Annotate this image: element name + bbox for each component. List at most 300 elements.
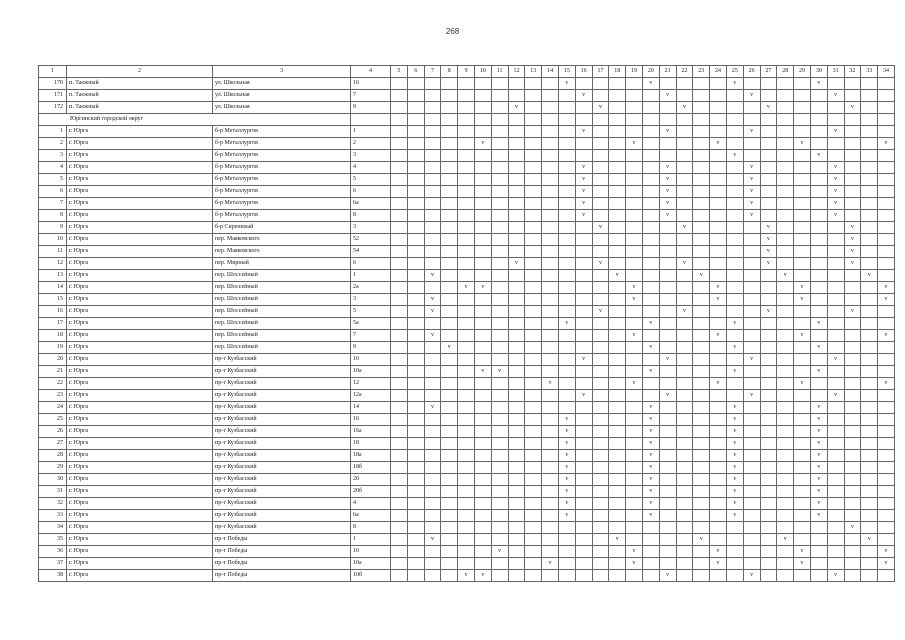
empty-cell <box>592 378 609 390</box>
empty-cell <box>760 294 777 306</box>
empty-cell <box>693 426 710 438</box>
empty-cell <box>391 570 408 582</box>
empty-cell <box>726 354 743 366</box>
empty-cell <box>558 558 575 570</box>
check-mark: v <box>424 330 441 342</box>
empty-cell <box>676 402 693 414</box>
empty-cell <box>878 162 895 174</box>
empty-cell <box>794 522 811 534</box>
row-number: 31 <box>39 486 67 498</box>
empty-cell <box>642 534 659 546</box>
check-mark: v <box>710 282 727 294</box>
empty-cell <box>794 498 811 510</box>
empty-cell <box>558 246 575 258</box>
empty-cell <box>391 102 408 114</box>
empty-cell <box>609 546 626 558</box>
empty-cell <box>424 510 441 522</box>
street-cell: пр-т Кузбасский <box>213 486 351 498</box>
empty-cell <box>827 342 844 354</box>
empty-cell <box>743 546 760 558</box>
table-row <box>39 330 895 342</box>
empty-cell <box>474 450 491 462</box>
empty-cell <box>659 510 676 522</box>
table-row <box>39 366 895 378</box>
empty-cell <box>710 354 727 366</box>
column-header: 26 <box>743 66 760 78</box>
empty-cell <box>575 510 592 522</box>
empty-cell <box>878 198 895 210</box>
empty-cell <box>592 270 609 282</box>
empty-cell <box>844 270 861 282</box>
empty-cell <box>794 318 811 330</box>
empty-cell <box>441 162 458 174</box>
house-cell: 12а <box>351 390 391 402</box>
check-mark: v <box>861 270 878 282</box>
empty-cell <box>710 474 727 486</box>
empty-cell <box>474 198 491 210</box>
empty-cell <box>458 318 475 330</box>
empty-cell <box>777 294 794 306</box>
check-mark: v <box>676 222 693 234</box>
empty-cell <box>676 522 693 534</box>
empty-cell <box>726 270 743 282</box>
empty-cell <box>844 462 861 474</box>
empty-cell <box>391 222 408 234</box>
empty-cell <box>777 306 794 318</box>
empty-cell <box>794 90 811 102</box>
empty-cell <box>861 198 878 210</box>
empty-cell <box>676 486 693 498</box>
empty-cell <box>861 474 878 486</box>
check-mark: v <box>726 426 743 438</box>
empty-cell <box>407 462 424 474</box>
column-header: 5 <box>391 66 408 78</box>
empty-cell <box>407 474 424 486</box>
empty-cell <box>827 510 844 522</box>
empty-cell <box>659 114 676 126</box>
empty-cell <box>508 126 525 138</box>
empty-cell <box>861 114 878 126</box>
empty-cell <box>743 318 760 330</box>
empty-cell <box>592 558 609 570</box>
empty-cell <box>458 498 475 510</box>
empty-cell <box>844 78 861 90</box>
empty-cell <box>558 294 575 306</box>
column-header: 4 <box>351 66 391 78</box>
check-mark: v <box>760 246 777 258</box>
street-cell: б-р Металлургов <box>213 126 351 138</box>
empty-cell <box>391 366 408 378</box>
check-mark: v <box>760 258 777 270</box>
empty-cell <box>861 342 878 354</box>
empty-cell <box>710 390 727 402</box>
empty-cell <box>659 102 676 114</box>
empty-cell <box>458 90 475 102</box>
check-mark: v <box>810 450 827 462</box>
empty-cell <box>474 318 491 330</box>
empty-cell <box>760 330 777 342</box>
empty-cell <box>558 306 575 318</box>
empty-cell <box>693 78 710 90</box>
empty-cell <box>710 198 727 210</box>
empty-cell <box>659 546 676 558</box>
empty-cell <box>592 78 609 90</box>
empty-cell <box>676 162 693 174</box>
empty-cell <box>642 114 659 126</box>
empty-cell <box>693 378 710 390</box>
empty-cell <box>760 150 777 162</box>
empty-cell <box>861 378 878 390</box>
empty-cell <box>407 378 424 390</box>
empty-cell <box>760 114 777 126</box>
empty-cell <box>424 462 441 474</box>
empty-cell <box>575 294 592 306</box>
empty-cell <box>575 414 592 426</box>
empty-cell <box>592 390 609 402</box>
empty-cell <box>743 366 760 378</box>
row-number: 171 <box>39 90 67 102</box>
table-row <box>39 342 895 354</box>
empty-cell <box>760 414 777 426</box>
empty-cell <box>827 306 844 318</box>
empty-cell <box>794 402 811 414</box>
empty-cell <box>861 510 878 522</box>
check-mark: v <box>844 102 861 114</box>
empty-cell <box>542 210 559 222</box>
empty-cell <box>592 150 609 162</box>
empty-cell <box>844 150 861 162</box>
check-mark: v <box>810 318 827 330</box>
empty-cell <box>491 174 508 186</box>
empty-cell <box>844 198 861 210</box>
check-mark: v <box>474 282 491 294</box>
column-header: 33 <box>861 66 878 78</box>
street-cell: б-р Металлургов <box>213 198 351 210</box>
empty-cell <box>407 282 424 294</box>
empty-cell <box>810 270 827 282</box>
empty-cell <box>827 318 844 330</box>
empty-cell <box>592 354 609 366</box>
street-cell: пр-т Кузбасский <box>213 438 351 450</box>
empty-cell <box>878 534 895 546</box>
check-mark: v <box>542 378 559 390</box>
empty-cell <box>676 438 693 450</box>
empty-cell <box>642 210 659 222</box>
empty-cell <box>726 210 743 222</box>
empty-cell <box>676 90 693 102</box>
empty-cell <box>810 570 827 582</box>
empty-cell <box>626 306 643 318</box>
check-mark: v <box>626 558 643 570</box>
empty-cell <box>424 414 441 426</box>
empty-cell <box>391 486 408 498</box>
empty-cell <box>508 402 525 414</box>
empty-cell <box>458 306 475 318</box>
column-header: 17 <box>592 66 609 78</box>
empty-cell <box>676 390 693 402</box>
empty-cell <box>777 438 794 450</box>
check-mark: v <box>726 78 743 90</box>
street-cell: пр-т Кузбасский <box>213 522 351 534</box>
empty-cell <box>391 426 408 438</box>
empty-cell <box>525 474 542 486</box>
empty-cell <box>693 102 710 114</box>
empty-cell <box>525 462 542 474</box>
empty-cell <box>441 474 458 486</box>
empty-cell <box>441 246 458 258</box>
empty-cell <box>844 510 861 522</box>
empty-cell <box>558 210 575 222</box>
house-cell: 14 <box>351 402 391 414</box>
check-mark: v <box>810 486 827 498</box>
house-cell: 1 <box>351 270 391 282</box>
empty-cell <box>525 102 542 114</box>
empty-cell <box>642 546 659 558</box>
check-mark: v <box>642 474 659 486</box>
empty-cell <box>542 438 559 450</box>
check-mark: v <box>474 138 491 150</box>
check-mark: v <box>827 198 844 210</box>
empty-cell <box>878 306 895 318</box>
street-cell: пр-т Кузбасский <box>213 402 351 414</box>
settlement-cell: г. Юрга <box>67 354 213 366</box>
table-row <box>39 498 895 510</box>
empty-cell <box>626 114 643 126</box>
empty-cell <box>810 210 827 222</box>
check-mark: v <box>827 126 844 138</box>
check-mark: v <box>743 126 760 138</box>
table-row <box>39 246 895 258</box>
empty-cell <box>710 234 727 246</box>
empty-cell <box>491 102 508 114</box>
empty-cell <box>525 330 542 342</box>
check-mark: v <box>878 546 895 558</box>
empty-cell <box>844 402 861 414</box>
empty-cell <box>861 102 878 114</box>
empty-cell <box>878 354 895 366</box>
empty-cell <box>575 342 592 354</box>
empty-cell <box>558 258 575 270</box>
empty-cell <box>407 558 424 570</box>
check-mark: v <box>441 342 458 354</box>
check-mark: v <box>810 462 827 474</box>
row-number: 23 <box>39 390 67 402</box>
empty-cell <box>525 510 542 522</box>
check-mark: v <box>626 294 643 306</box>
empty-cell <box>575 306 592 318</box>
empty-cell <box>424 78 441 90</box>
empty-cell <box>508 306 525 318</box>
empty-cell <box>575 402 592 414</box>
empty-cell <box>542 426 559 438</box>
empty-cell <box>659 150 676 162</box>
empty-cell <box>542 162 559 174</box>
empty-cell <box>878 258 895 270</box>
empty-cell <box>794 222 811 234</box>
empty-cell <box>558 366 575 378</box>
empty-cell <box>391 546 408 558</box>
empty-cell <box>777 282 794 294</box>
empty-cell <box>726 138 743 150</box>
empty-cell <box>693 414 710 426</box>
column-header: 16 <box>575 66 592 78</box>
empty-cell <box>474 462 491 474</box>
street-cell: пр-т Кузбасский <box>213 414 351 426</box>
empty-cell <box>609 294 626 306</box>
empty-cell <box>592 90 609 102</box>
check-mark: v <box>558 450 575 462</box>
empty-cell <box>794 210 811 222</box>
empty-cell <box>391 522 408 534</box>
empty-cell <box>693 558 710 570</box>
empty-cell <box>777 174 794 186</box>
empty-cell <box>558 354 575 366</box>
empty-cell <box>407 342 424 354</box>
empty-cell <box>441 306 458 318</box>
empty-cell <box>441 354 458 366</box>
empty-cell <box>827 378 844 390</box>
empty-cell <box>642 294 659 306</box>
empty-cell <box>407 294 424 306</box>
empty-cell <box>491 234 508 246</box>
settlement-cell: г. Юрга <box>67 126 213 138</box>
empty-cell <box>491 438 508 450</box>
check-mark: v <box>710 546 727 558</box>
empty-cell <box>760 474 777 486</box>
empty-cell <box>424 90 441 102</box>
check-mark: v <box>558 318 575 330</box>
empty-cell <box>474 498 491 510</box>
row-number: 19 <box>39 342 67 354</box>
check-mark: v <box>777 270 794 282</box>
check-mark: v <box>575 162 592 174</box>
empty-cell <box>726 114 743 126</box>
empty-cell <box>542 498 559 510</box>
empty-cell <box>508 90 525 102</box>
empty-cell <box>424 138 441 150</box>
check-mark: v <box>626 138 643 150</box>
empty-cell <box>391 126 408 138</box>
empty-cell <box>525 306 542 318</box>
settlement-cell: г. Юрга <box>67 570 213 582</box>
empty-cell <box>407 258 424 270</box>
empty-cell <box>441 186 458 198</box>
empty-cell <box>659 474 676 486</box>
empty-cell <box>441 90 458 102</box>
column-header: 34 <box>878 66 895 78</box>
empty-cell <box>575 270 592 282</box>
empty-cell <box>491 498 508 510</box>
settlement-cell: г. Юрга <box>67 294 213 306</box>
empty-cell <box>710 510 727 522</box>
empty-cell <box>542 366 559 378</box>
empty-cell <box>542 234 559 246</box>
settlement-cell: г. Юрга <box>67 450 213 462</box>
empty-cell <box>878 486 895 498</box>
empty-cell <box>491 198 508 210</box>
empty-cell <box>558 546 575 558</box>
empty-cell <box>391 258 408 270</box>
empty-cell <box>642 270 659 282</box>
empty-cell <box>508 318 525 330</box>
house-cell: 9 <box>351 342 391 354</box>
empty-cell <box>760 174 777 186</box>
empty-cell <box>525 450 542 462</box>
empty-cell <box>458 330 475 342</box>
empty-cell <box>441 390 458 402</box>
empty-cell <box>659 462 676 474</box>
check-mark: v <box>878 282 895 294</box>
empty-cell <box>827 486 844 498</box>
empty-cell <box>642 174 659 186</box>
empty-cell <box>743 330 760 342</box>
empty-cell <box>441 126 458 138</box>
empty-cell <box>743 486 760 498</box>
empty-cell <box>844 186 861 198</box>
check-mark: v <box>760 102 777 114</box>
empty-cell <box>777 222 794 234</box>
empty-cell <box>878 402 895 414</box>
empty-cell <box>508 354 525 366</box>
empty-cell <box>542 78 559 90</box>
empty-cell <box>626 102 643 114</box>
empty-cell <box>777 330 794 342</box>
row-number: 5 <box>39 174 67 186</box>
check-mark: v <box>844 258 861 270</box>
empty-cell <box>710 186 727 198</box>
empty-cell <box>424 474 441 486</box>
settlement-cell: г. Юрга <box>67 306 213 318</box>
check-mark: v <box>726 510 743 522</box>
check-mark: v <box>642 438 659 450</box>
empty-cell <box>474 150 491 162</box>
empty-cell <box>676 270 693 282</box>
empty-cell <box>542 510 559 522</box>
empty-cell <box>861 222 878 234</box>
street-cell: пр-т Победы <box>213 534 351 546</box>
empty-cell <box>491 414 508 426</box>
empty-cell <box>407 390 424 402</box>
empty-cell <box>441 114 458 126</box>
empty-cell <box>777 126 794 138</box>
column-header: 8 <box>441 66 458 78</box>
empty-cell <box>676 126 693 138</box>
empty-cell <box>508 498 525 510</box>
empty-cell <box>558 522 575 534</box>
empty-cell <box>693 126 710 138</box>
empty-cell <box>777 390 794 402</box>
settlement-cell: г. Юрга <box>67 282 213 294</box>
empty-cell <box>693 498 710 510</box>
check-mark: v <box>810 474 827 486</box>
settlement-cell: г. Юрга <box>67 366 213 378</box>
table-row <box>39 222 895 234</box>
table-row <box>39 150 895 162</box>
empty-cell <box>642 198 659 210</box>
empty-cell <box>626 522 643 534</box>
empty-cell <box>743 522 760 534</box>
empty-cell <box>592 246 609 258</box>
empty-cell <box>407 114 424 126</box>
empty-cell <box>777 162 794 174</box>
empty-cell <box>458 210 475 222</box>
row-number: 9 <box>39 222 67 234</box>
empty-cell <box>609 258 626 270</box>
check-mark: v <box>743 198 760 210</box>
empty-cell <box>760 270 777 282</box>
settlement-cell: п. Таежный <box>67 90 213 102</box>
check-mark: v <box>760 222 777 234</box>
